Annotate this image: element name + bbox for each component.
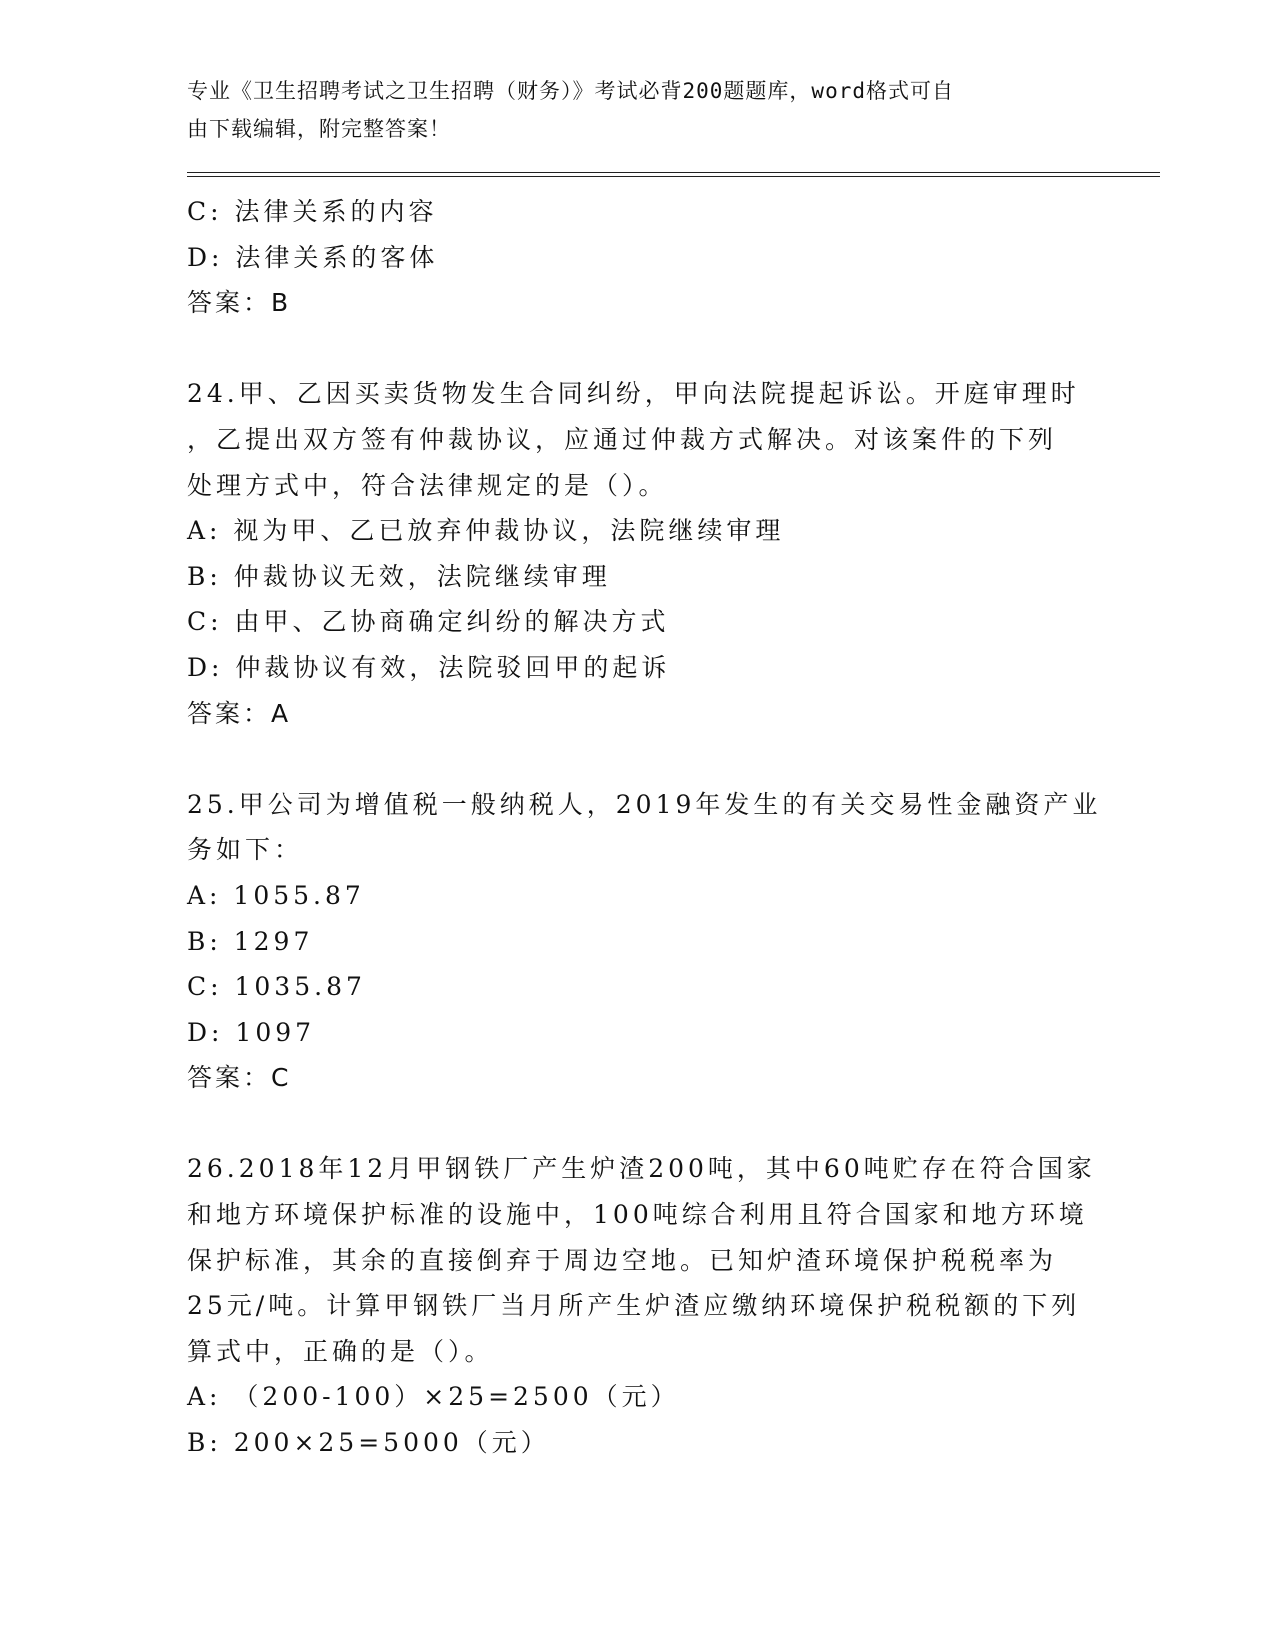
option-b: B: 1297 (187, 926, 314, 956)
question-stem-line: ，乙提出双方签有仲裁协议，应通过仲裁方式解决。对该案件的下列 (187, 424, 1058, 454)
question-content (187, 189, 1102, 1466)
question-25 (187, 782, 1102, 1101)
header-rule-bottom (187, 176, 1160, 177)
spacer (187, 736, 1087, 782)
option-a: A: 1055.87 (187, 880, 365, 910)
option-a: A: 视为甲、乙已放弃仲裁协议，法院继续审理 (187, 516, 785, 546)
page-header (187, 72, 1077, 148)
option-d: D: 法律关系的客体 (187, 242, 439, 272)
question-stem-line: 处理方式中，符合法律规定的是（）。 (187, 470, 668, 500)
question-stem-line: 25元/吨。计算甲钢铁厂当月所产生炉渣应缴纳环境保护税税额的下列 (187, 1291, 1081, 1321)
question-stem-line: 和地方环境保护标准的设施中，100吨综合利用且符合国家和地方环境 (187, 1200, 1088, 1230)
spacer (187, 1101, 1087, 1147)
answer: 答案：B (187, 288, 292, 318)
header-rule-top (187, 172, 1160, 173)
option-c: C: 1035.87 (187, 972, 366, 1002)
option-c: C: 由甲、乙协商确定纠纷的解决方式 (187, 607, 670, 637)
option-a: A: （200-100）×25=2500（元） (187, 1382, 680, 1412)
option-b: B: 仲裁协议无效，法院继续审理 (187, 561, 611, 591)
option-d: D: 仲裁协议有效，法院驳回甲的起诉 (187, 652, 671, 682)
option-b: B: 200×25=5000（元） (187, 1428, 550, 1458)
header-line-1: 专业《卫生招聘考试之卫生招聘（财务）》考试必背200题题库，word格式可自 (187, 79, 954, 103)
answer: 答案：A (187, 698, 292, 728)
option-d: D: 1097 (187, 1017, 316, 1047)
question-stem-line: 26.2018年12月甲钢铁厂产生炉渣200吨，其中60吨贮存在符合国家 (187, 1154, 1096, 1184)
header-line-2: 由下载编辑，附完整答案！ (187, 117, 451, 141)
question-23 (187, 189, 1087, 326)
question-26 (187, 1146, 1096, 1465)
spacer (187, 326, 1087, 372)
question-24 (187, 371, 1087, 736)
option-c: C: 法律关系的内容 (187, 197, 438, 226)
answer: 答案：C (187, 1063, 292, 1093)
question-stem-line: 25.甲公司为增值税一般纳税人，2019年发生的有关交易性金融资产业 (187, 789, 1102, 819)
question-stem-line: 务如下： (187, 835, 304, 865)
question-stem-line: 24.甲、乙因买卖货物发生合同纠纷，甲向法院提起诉讼。开庭审理时 (187, 379, 1080, 409)
question-stem-line: 算式中，正确的是（）。 (187, 1336, 494, 1366)
question-stem-line: 保护标准，其余的直接倒弃于周边空地。已知炉渣环境保护税税率为 (187, 1245, 1058, 1275)
